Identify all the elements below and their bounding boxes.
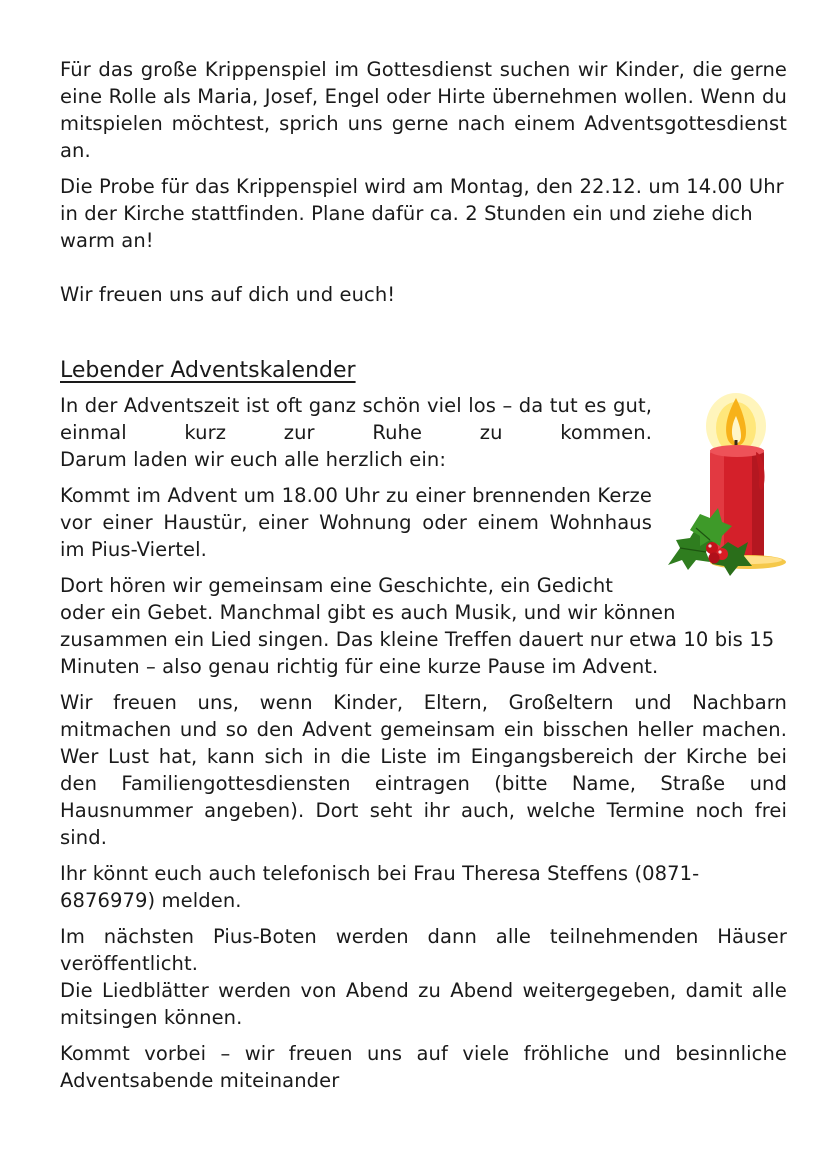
section-paragraph-5: Ihr könnt euch auch telefonisch bei Frau Theresa Steffens (0871-6876979) melden.	[60, 862, 700, 912]
section-heading: Lebender Adventskalender	[60, 358, 356, 383]
intro-paragraph-2: Die Probe für das Krippenspiel wird am Montag, den 22.12. um 14.00 Uhr in der Kirche stattfinden. Plane dafür ca. 2 Stunden ein und ziehe dich warm an!	[60, 175, 784, 252]
section-paragraph-6	[60, 923, 787, 1031]
section-paragraph-3: Dort hören wir gemeinsam eine Geschichte, ein Gedicht oder ein Gebet. Manchmal gibt es auch Musik, und wir können zusammen ein Lied singen. Das kleine Treffen dauert nur etwa 10 bis 15 Minuten – also genau richtig für eine kurze Pause im Advent.	[60, 574, 775, 678]
section-paragraph-2: Kommt im Advent um 18.00 Uhr zu einer brennenden Kerze vor einer Haustür, einer Wohnung oder einem Wohnhaus im Pius-Viertel.	[60, 484, 652, 561]
document-page	[60, 56, 787, 1094]
advent-candle-icon	[666, 390, 790, 578]
section-paragraph-7: Kommt vorbei – wir freuen uns auf viele fröhliche und besinnliche Adventsabende miteinander	[60, 1042, 787, 1092]
section-paragraph-1-line-1: In der Adventszeit ist oft ganz schön viel los – da tut es gut, einmal kurz zur Ruhe zu kommen.	[60, 394, 652, 444]
section-paragraph-6-line-1: Im nächsten Pius-Boten werden dann alle teilnehmenden Häuser veröffentlicht.	[60, 925, 787, 975]
section-paragraph-1-line-2: Darum laden wir euch alle herzlich ein:	[60, 448, 446, 471]
section-paragraph-4: Wir freuen uns, wenn Kinder, Eltern, Großeltern und Nachbarn mitmachen und so den Advent gemeinsam ein bisschen heller machen. Wer Lust hat, kann sich in die Liste im Eingangsbereich der Kirche bei den Familiengottesdiensten eintragen (bitte Name, Straße und Hausnummer angeben). Dort seht ihr auch, welche Termine noch frei sind.	[60, 691, 787, 849]
intro-paragraph-3: Wir freuen uns auf dich und euch!	[60, 283, 396, 306]
section-paragraph-6-line-2: Die Liedblätter werden von Abend zu Abend weitergegeben, damit alle mitsingen können.	[60, 979, 787, 1029]
intro-paragraph-1: Für das große Krippenspiel im Gottesdienst suchen wir Kinder, die gerne eine Rolle als Maria, Josef, Engel oder Hirte übernehmen wollen. Wenn du mitspielen möchtest, sprich uns gerne nach einem Adventsgottesdienst an.	[60, 58, 787, 162]
